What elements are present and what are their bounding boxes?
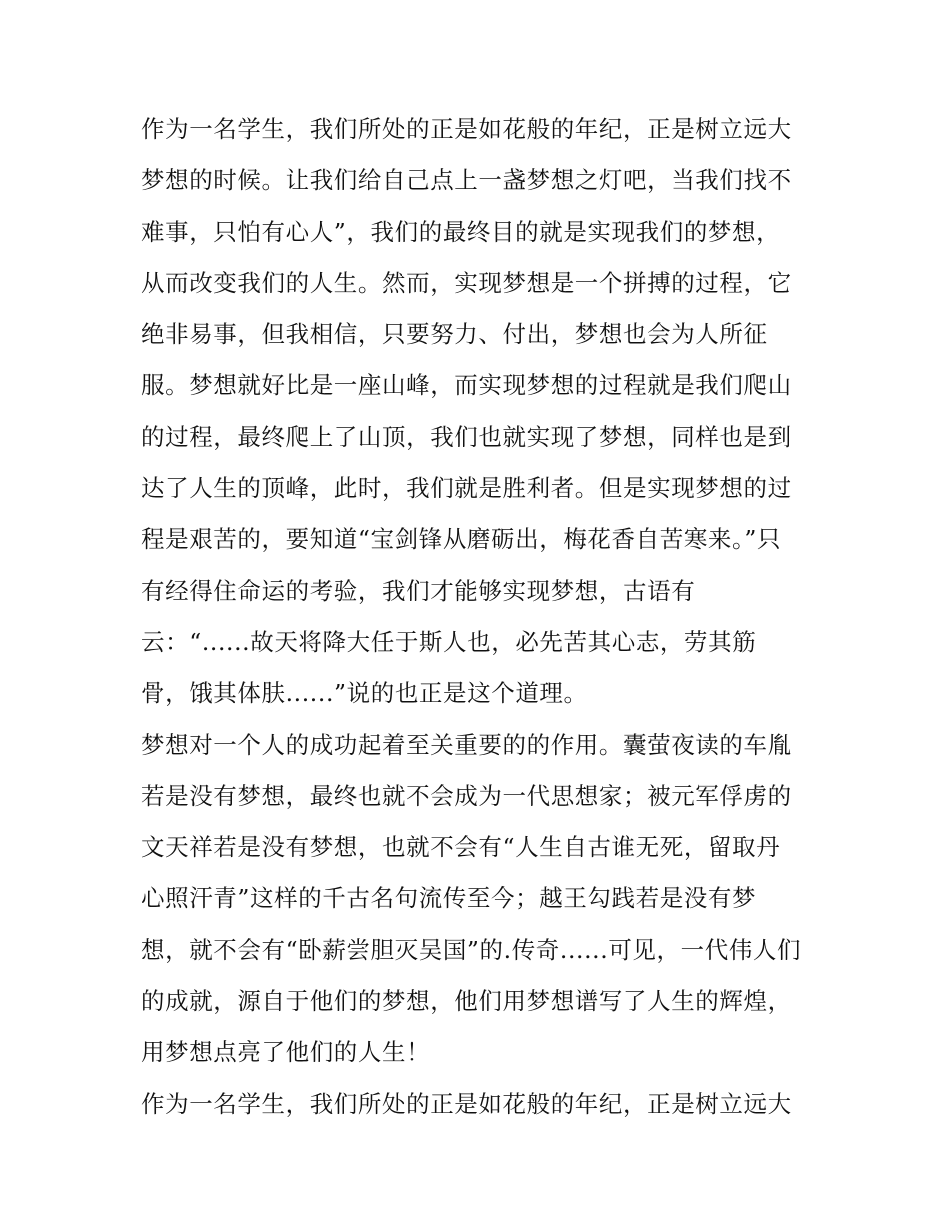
text-line: 服。梦想就好比是一座山峰，而实现梦想的过程就是我们爬山 bbox=[141, 371, 792, 400]
text-line: 骨，饿其体肤......”说的也正是这个道理。 bbox=[141, 679, 588, 708]
text-line: 达了人生的顶峰，此时，我们就是胜利者。但是实现梦想的过 bbox=[141, 474, 792, 503]
text-line: 绝非易事，但我相信，只要努力、付出，梦想也会为人所征 bbox=[141, 320, 768, 349]
text-line: 作为一名学生，我们所处的正是如花般的年纪，正是树立远大 bbox=[141, 1089, 792, 1118]
text-line: 梦想的时候。让我们给自己点上一盏梦想之灯吧，当我们找不 bbox=[141, 166, 792, 195]
text-line: 文天祥若是没有梦想，也就不会有“人生自古谁无死，留取丹 bbox=[141, 833, 781, 862]
text-line: 云：“......故天将降大任于斯人也，必先苦其心志，劳其筋 bbox=[141, 627, 757, 656]
text-line: 用梦想点亮了他们的人生！ bbox=[141, 1038, 431, 1067]
text-line: 有经得住命运的考验，我们才能够实现梦想，古语有 bbox=[141, 576, 696, 605]
text-line: 梦想对一个人的成功起着至关重要的的作用。囊萤夜读的车胤 bbox=[141, 730, 792, 759]
text-line: 的过程，最终爬上了山顶，我们也就实现了梦想，同样也是到 bbox=[141, 422, 792, 451]
text-line: 的成就，源自于他们的梦想，他们用梦想谱写了人生的辉煌， bbox=[141, 987, 792, 1016]
text-line: 作为一名学生，我们所处的正是如花般的年纪，正是树立远大 bbox=[141, 115, 792, 143]
text-line: 心照汗青”这样的千古名句流传至今；越王勾践若是没有梦 bbox=[141, 884, 757, 913]
text-line: 从而改变我们的人生。然而，实现梦想是一个拼搏的过程，它 bbox=[141, 268, 792, 297]
text-line: 程是艰苦的，要知道“宝剑锋从磨砺出，梅花香自苦寒来。”只 bbox=[141, 525, 782, 554]
text-line: 难事，只怕有心人”，我们的最终目的就是实现我们的梦想， bbox=[141, 217, 781, 246]
text-line: 若是没有梦想，最终也就不会成为一代思想家；被元军俘虏的 bbox=[141, 781, 792, 810]
essay-body bbox=[141, 104, 821, 1130]
text-line: 想，就不会有“卧薪尝胆灭吴国”的.传奇......可见，一代伟人们 bbox=[141, 935, 802, 964]
